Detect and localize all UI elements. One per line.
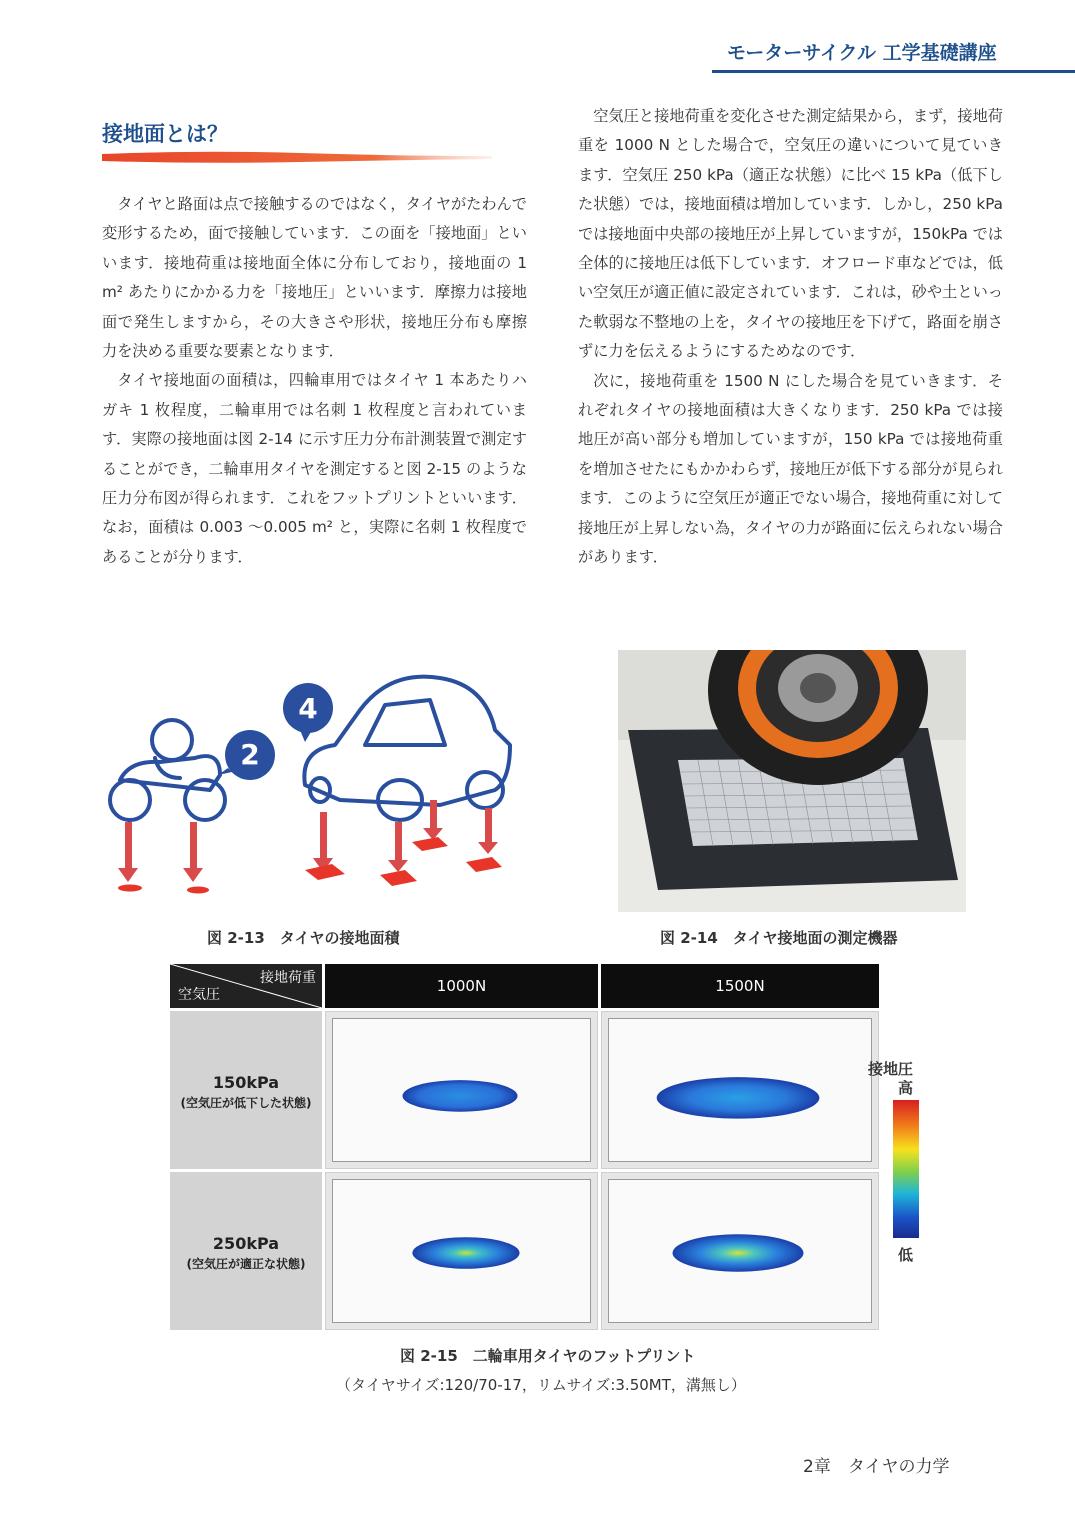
column-header-1000n: 1000N [325, 964, 598, 1008]
bubble-two-icon [218, 730, 275, 780]
paragraph: タイヤ接地面の面積は，四輪車用ではタイヤ 1 本あたりハガキ 1 枚程度，二輪車用では名刺 1 枚程度と言われています．実際の接地面は図 2-14 に示す圧力分布計測装置で測定することができ，二輪車用タイヤを測定すると図 2-15 のような圧力分布図が得られます．これをフットプリントといいます．なお，面積は 0.003 ～0.005 m² と，実際に名刺 1 枚程度であることが分ります． [102, 371, 527, 566]
row-value: 250kPa [212, 1234, 280, 1253]
figure-2-13-caption: 図 2-13 タイヤの接地面積 [207, 929, 400, 947]
pressure-color-scale [893, 1100, 919, 1238]
header-rule [712, 70, 1075, 73]
legend-low-label: 低 [898, 1246, 914, 1264]
pressure-measurement-device-photo [618, 650, 966, 912]
row-note: (空気圧が低下した状態) [180, 1096, 312, 1110]
left-column-text [102, 190, 527, 572]
svg-text:4: 4 [298, 692, 318, 725]
row-header-150kpa [170, 1011, 322, 1169]
figure-2-15-caption: 図 2-15 二輪車用タイヤのフットプリント [400, 1347, 696, 1365]
legend-title: 接地圧 [868, 1060, 914, 1078]
figure-2-14-caption: 図 2-14 タイヤ接地面の測定機器 [660, 929, 898, 947]
series-title: モーターサイクル 工学基礎講座 [727, 42, 997, 64]
row-value: 150kPa [212, 1073, 280, 1092]
section-heading: 接地面とは？ [102, 122, 228, 146]
table-corner-cell [170, 964, 322, 1008]
chapter-footer: 2章 タイヤの力学 [803, 1457, 950, 1477]
footprint-cell-250kpa-1000n [325, 1172, 598, 1330]
footprint-table [170, 964, 880, 1330]
row-header-250kpa [170, 1172, 322, 1330]
footprint-cell-150kpa-1500n [601, 1011, 879, 1169]
paragraph: 空気圧と接地荷重を変化させた測定結果から，まず，接地荷重を 1000 N とした場合で，空気圧の違いについて見ていきます．空気圧 250 kPa（適正な状態）に比べ 15 kPa（低下した状態）では，接地面積は増加しています．しかし，250 kPa では接地面中央部の接地圧が上昇していますが，150kPa では全体的に接地圧は低下しています．オフロード車などでは，低い空気圧が適正値に設定されています．これは，砂や土といった軟弱な不整地の上を，タイヤの接地圧を下げて，路面を崩さずに力を伝えるようにするためなのです． [578, 107, 1003, 361]
svg-text:2: 2 [240, 738, 260, 771]
footprint-cell-250kpa-1500n [601, 1172, 879, 1330]
heading-brush-stroke [100, 148, 495, 166]
column-header-1500n: 1500N [601, 964, 879, 1008]
figure-2-15-subcaption: （タイヤサイズ:120/70-17，リムサイズ:3.50MT，溝無し） [336, 1376, 746, 1394]
paragraph: タイヤと路面は点で接触するのではなく，タイヤがたわんで変形するため，面で接触しています．この面を「接地面」といいます．接地荷重は接地面全体に分布しており，接地面の 1 m² あたりにかかる力を「接地圧」といいます．摩擦力は接地面で発生しますから，その大きさや形状，接地圧分布も摩擦力を決める重要な要素となります． [102, 195, 527, 361]
paragraph: 次に，接地荷重を 1500 N にした場合を見ていきます．それぞれタイヤの接地面積は大きくなります．250 kPa では接地圧が高い部分も増加していますが，150 kPa では接地荷重を増加させたにもかかわらず，接地圧が低下する部分が見られます．このように空気圧が適正でない場合，接地荷重に対して接地圧が上昇しない為，タイヤの力が路面に伝えられない場合があります． [578, 371, 1003, 567]
row-note: (空気圧が適正な状態) [186, 1257, 306, 1271]
row-axis-label: 空気圧 [178, 987, 220, 1003]
column-axis-label: 接地荷重 [260, 970, 316, 986]
footprint-cell-150kpa-1000n [325, 1011, 598, 1169]
right-column-text [578, 102, 1003, 573]
legend-high-label: 高 [898, 1079, 914, 1097]
bubble-four-icon [283, 683, 333, 742]
contact-area-illustration [100, 650, 522, 912]
